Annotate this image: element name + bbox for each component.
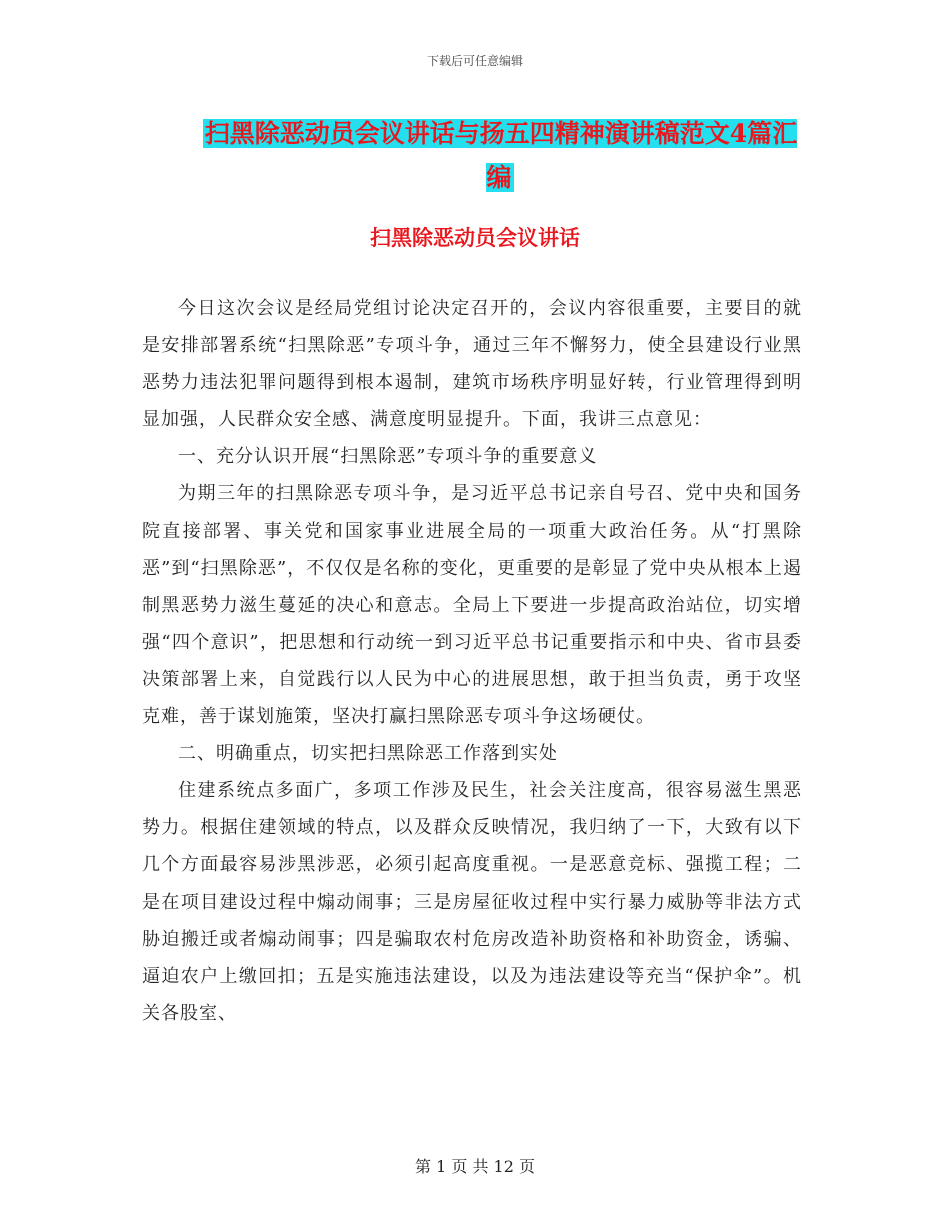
paragraph: 住建系统点多面广，多项工作涉及民生，社会关注度高，很容易滋生黑恶势力。根据住建领域的特点，以及群众反映情况，我归纳了一下，大致有以下几个方面最容易涉黑涉恶，必须引起高度重视。一是恶意竞标、强揽工程；二是在项目建设过程中煽动闹事；三是房屋征收过程中实行暴力威胁等非法方式胁迫搬迁或者煽动闹事；四是骗取农村危房改造补助资格和补助资金，诱骗、逼迫农户上缴回扣；五是实施违法建设，以及为违法建设等充当“保护伞”。机关各股室、 xyxy=(142,780,802,1024)
paragraph-heading: 二、明确重点，切实把扫黑除恶工作落到实处 xyxy=(178,743,558,765)
section-title: 扫黑除恶动员会议讲话 xyxy=(370,225,580,250)
document-title xyxy=(195,112,805,200)
document-title-text: 扫黑除恶动员会议讲话与扬五四精神演讲稿范文4篇汇编 xyxy=(204,119,798,192)
body-text xyxy=(142,290,802,1032)
header-note: 下载后可任意编辑 xyxy=(426,54,523,68)
paragraph-heading: 一、充分认识开展“扫黑除恶”专项斗争的重要意义 xyxy=(178,446,598,468)
paragraph: 今日这次会议是经局党组讨论决定召开的，会议内容很重要，主要目的就是安排部署系统“扫黑除恶”专项斗争，通过三年不懈努力，使全县建设行业黑恶势力违法犯罪问题得到根本遏制，建筑市场秩序明显好转，行业管理得到明显加强，人民群众安全感、满意度明显提升。下面，我讲三点意见： xyxy=(142,298,802,431)
paragraph: 为期三年的扫黑除恶专项斗争，是习近平总书记亲自号召、党中央和国务院直接部署、事关党和国家事业进展全局的一项重大政治任务。从“打黑除恶”到“扫黑除恶”，不仅仅是名称的变化，更重要的是彰显了党中央从根本上遏制黑恶势力滋生蔓延的决心和意志。全局上下要进一步提高政治站位，切实增强“四个意识”，把思想和行动统一到习近平总书记重要指示和中央、省市县委决策部署上来，自觉践行以人民为中心的进展思想，敢于担当负责，勇于攻坚克难，善于谋划施策，坚决打赢扫黑除恶专项斗争这场硬仗。 xyxy=(142,483,802,728)
page-footer: 第 1 页 共 12 页 xyxy=(415,1157,535,1176)
